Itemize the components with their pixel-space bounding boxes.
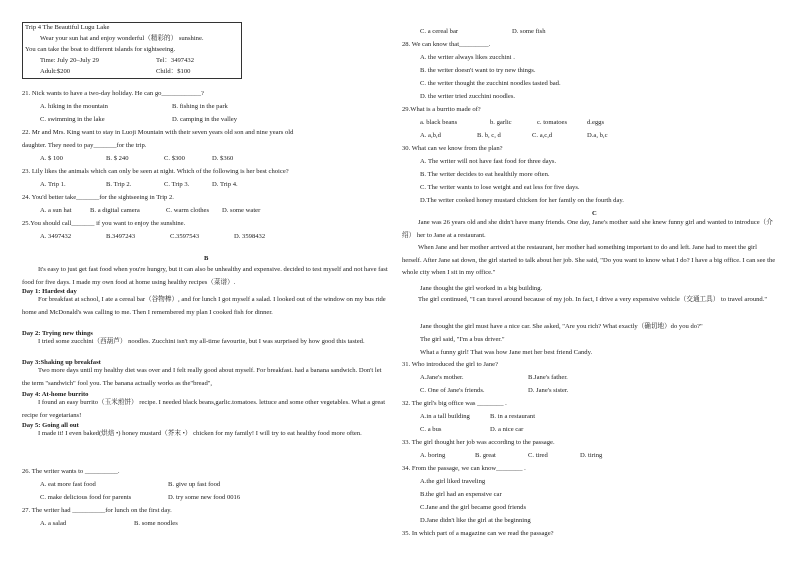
trip-line-1: Wear your sun hat and enjoy wonderful（精彩的） sunshine. <box>40 35 204 42</box>
q26-option-b: B. give up fast food <box>168 481 221 488</box>
q29-ingredient-b: b. garlic <box>490 119 512 126</box>
q23-stem: 23. Lily likes the animals which can only be seen at night. Which of the following is her best choice? <box>22 168 289 175</box>
day1-text: For breakfast at school, I ate a cereal bar（谷物棒）, and for lunch I got myself a salad. I looked out of the window on my bus ride home and McDonald's was calling to me. Then I remembered my plan I cooked fish for dinner. <box>22 296 386 316</box>
q33-stem: 33. The girl thought her job was according to the passage. <box>402 439 555 446</box>
section-c-para-5: Jane thought the girl must have a nice car. She asked, "Are you rich? What exactly（确切地）do you do?" <box>420 323 703 330</box>
q29-option-b: B. b, c, d <box>477 132 501 139</box>
q25-option-d: D. 3598432 <box>234 233 266 240</box>
section-c-para-6: The girl said, "I'm a bus driver." <box>420 336 505 343</box>
q29-option-d: D.a, b,c <box>587 132 608 139</box>
trip-title: Trip 4 The Beautiful Lugu Lake <box>25 24 110 31</box>
q30-option-d: D.The writer cooked honey mustard chicken for her family on the fourth day. <box>420 197 624 204</box>
q24-option-b: B. a digital camera <box>90 207 140 214</box>
q22-option-a: A. $ 100 <box>40 155 63 162</box>
day5-heading: Day 5: Going all out <box>22 422 79 429</box>
q24-option-d: D. some water <box>222 207 261 214</box>
day3-heading: Day 3:Shaking up breakfast <box>22 359 101 366</box>
q32-option-c: C. a bus <box>420 426 442 433</box>
q31-option-a: A.Jane's mother. <box>420 374 464 381</box>
q27-option-c: C. a cereal bar <box>420 28 459 35</box>
q27-stem: 27. The writer had __________for lunch on the first day. <box>22 507 172 514</box>
q22-option-d: D. $360 <box>212 155 234 162</box>
q28-option-a: A. the writer always likes zucchini . <box>420 54 515 61</box>
section-b-label: B <box>204 255 209 262</box>
q23-option-b: B. Trip 2. <box>106 181 132 188</box>
section-c-para-3: Jane thought the girl worked in a big building. <box>420 285 543 292</box>
day4-text: I found an easy burrito（玉米煎饼） recipe. I needed black beans,garlic.tomatoes. lettuce and some other vegetables. What a great recipe for vegetarians! <box>22 399 386 419</box>
q30-option-a: A. The writer will not have fast food for three days. <box>420 158 557 165</box>
trip-child-price: Child：$100 <box>156 68 191 75</box>
q29-ingredient-a: a. black beans <box>420 119 458 126</box>
q26-option-a: A. eat more fast food <box>40 481 96 488</box>
q21-option-b: B. fishing in the park <box>172 103 228 110</box>
q23-option-c: C. Trip 3. <box>164 181 190 188</box>
q24-option-a: A. a sun hat <box>40 207 72 214</box>
q22-option-b: B. $ 240 <box>106 155 129 162</box>
day2-heading: Day 2: Trying new things <box>22 330 93 337</box>
section-c-para-7: What a funny girl! That was how Jane met her best friend Candy. <box>420 349 593 356</box>
trip-line-2: You can take the boat to different islands for sightseeing. <box>25 46 176 53</box>
section-c-label: C <box>592 210 597 217</box>
q29-option-a: A. a,b,d <box>420 132 441 139</box>
day1-heading: Day 1: Hardest day <box>22 288 77 295</box>
q21-stem: 21. Nick wants to have a two-day holiday. He can go____________? <box>22 90 204 97</box>
q29-stem: 29.What is a burrito made of? <box>402 106 481 113</box>
q27-option-d: D. some fish <box>512 28 546 35</box>
q31-option-b: B.Jane's father. <box>528 374 568 381</box>
q23-option-a: A. Trip 1. <box>40 181 66 188</box>
q33-option-c: C. tired <box>528 452 548 459</box>
q26-stem: 26. The writer wants to __________. <box>22 468 120 475</box>
q26-option-c: C. make delicious food for parents <box>40 494 132 501</box>
q28-option-d: D. the writer tried zucchini noodles. <box>420 93 516 100</box>
q33-option-d: D. tiring <box>580 452 603 459</box>
q31-option-d: D. Jane's sister. <box>528 387 569 394</box>
q24-stem: 24. You'd better take_______for the sightseeing in Trip 2. <box>22 194 174 201</box>
q21-option-d: D. camping in the valley <box>172 116 238 123</box>
q25-option-b: B.3497243 <box>106 233 136 240</box>
q22-stem-line1: 22. Mr and Mrs. King want to stay in Luoji Mountain with their seven years old son and nine years old <box>22 129 294 136</box>
q34-option-a: A.the girl liked traveling <box>420 478 486 485</box>
q31-option-c: C. One of Jane's friends. <box>420 387 485 394</box>
day5-text: I made it! I even baked(烘焙 •) honey mustard（芥末 •） chicken for my family! I will try to eat healthy food more often. <box>38 430 362 437</box>
q34-option-c: C.Jane and the girl became good friends <box>420 504 527 511</box>
q25-stem: 25.You should call_______ if you want to enjoy the sunshine. <box>22 220 186 227</box>
q28-stem: 28. We can know that_________. <box>402 41 491 48</box>
q22-stem-line2: daughter. They need to pay_______for the trip. <box>22 142 147 149</box>
q33-option-b: B. great <box>475 452 496 459</box>
q29-option-c: C. a,c,d <box>532 132 553 139</box>
q32-option-a: A.in a tall building <box>420 413 470 420</box>
q24-option-c: C. warm clothes <box>166 207 210 214</box>
q28-option-b: B. the writer doesn't want to try new things. <box>420 67 536 74</box>
section-c-para-1: Jane was 26 years old and she didn't have many friends. One day, Jane's mother said she knew funny girl and wanted to introduce（介绍） her to Jane at a restaurant. <box>402 219 773 239</box>
q34-option-d: D.Jane didn't like the girl at the beginning <box>420 517 531 524</box>
q33-option-a: A. boring <box>420 452 446 459</box>
q28-option-c: C. the writer thought the zucchini noodles tasted bad. <box>420 80 561 87</box>
q27-option-a: A. a salad <box>40 520 67 527</box>
day3-text: Two more days until my healthy diet was over and I felt really good about myself. For breakfast. had a banana sandwich. Don't let the term "sandwich" fool you. The banana actually works as the"bread", <box>22 367 382 387</box>
day4-heading: Day 4: At-home burrito <box>22 391 89 398</box>
q27-option-b: B. some noodles <box>134 520 178 527</box>
q25-option-c: C.3597543 <box>170 233 200 240</box>
q30-option-b: B. The writer decides to eat healthily more often. <box>420 171 550 178</box>
trip-time: Time: July 20–July 29 <box>40 57 99 64</box>
q30-stem: 30. What can we know from the plan? <box>402 145 503 152</box>
q21-option-c: C. swimming in the lake <box>40 116 105 123</box>
q25-option-a: A. 3497432 <box>40 233 72 240</box>
day2-text: I tried some zucchini（西葫芦） noodles. Zucchini isn't my all-time favourite, but I was surprised by how good this tasted. <box>38 338 365 345</box>
q32-stem: 32. The girl's big office was ________ . <box>402 400 507 407</box>
q26-option-d: D. try some new food 0016 <box>168 494 241 501</box>
q31-stem: 31. Who introduced the girl to Jane? <box>402 361 499 368</box>
trip-tel: Tel：3497432 <box>156 57 194 64</box>
section-b-intro: It's easy to just get fast food when you're hungry, but it can also be unhealthy and expensive. decided to test myself and not have fast food for five days. I made my own food at home using healthy recipes（菜谱）. <box>22 266 388 286</box>
q21-option-a: A. hiking in the mountain <box>40 103 108 110</box>
q29-ingredient-d: d.eggs <box>587 119 605 126</box>
q29-ingredient-c: c. tomatoes <box>537 119 568 126</box>
trip-adult-price: Adult:$200 <box>40 68 71 75</box>
q35-stem: 35. In which part of a magazine can we read the passage? <box>402 530 554 537</box>
section-c-para-2: When Jane and her mother arrived at the restaurant, her mother had something important to do and left. Jane had to meet the girl herself. After Jane sat down, the girl started to talk about her job. She said, "Do you want to know what I do? I have a big office. I can see the whole city when I sit in my office." <box>402 244 776 277</box>
section-c-para-4: The girl continued, "I can travel around because of my job. In fact, I drive a very expensive vehicle（交通工具） to travel around." <box>418 296 768 303</box>
q34-stem: 34. From the passage, we can know________ . <box>402 465 526 472</box>
q32-option-d: D. a nice car <box>490 426 524 433</box>
q23-option-d: D. Trip 4. <box>212 181 238 188</box>
q30-option-c: C. The writer wants to lose weight and eat less for five days. <box>420 184 580 191</box>
q34-option-b: B.the girl had an expensive car <box>420 491 502 498</box>
q32-option-b: B. in a restaurant <box>490 413 536 420</box>
q22-option-c: C. $300 <box>164 155 185 162</box>
